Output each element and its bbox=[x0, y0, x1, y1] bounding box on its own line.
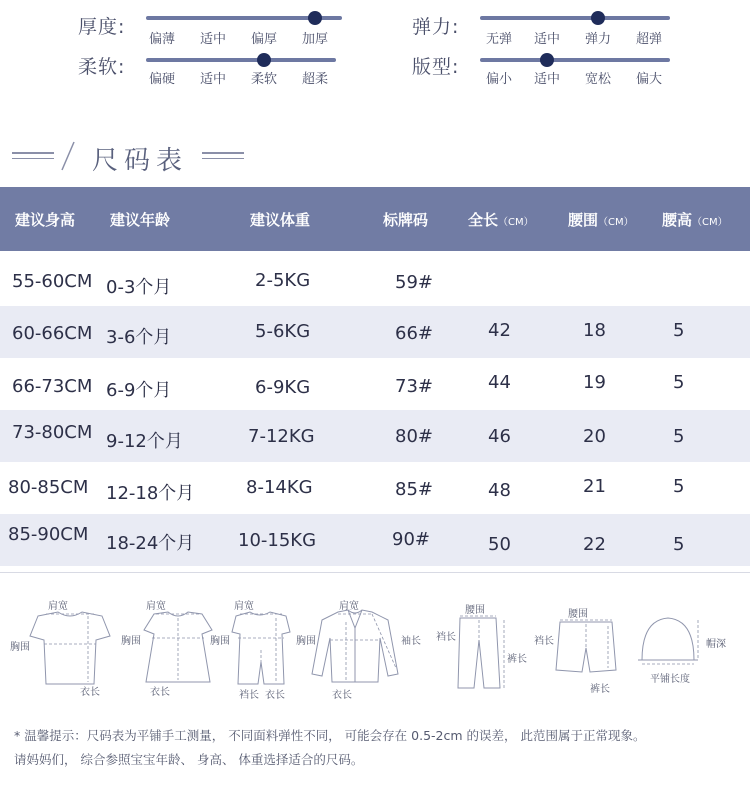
fit-option: 宽松 bbox=[584, 72, 611, 87]
softness-option: 柔软 bbox=[250, 72, 277, 87]
table-row bbox=[0, 410, 750, 462]
cell-waist: 21 bbox=[583, 476, 606, 497]
elasticity-option: 超弹 bbox=[635, 32, 662, 47]
title-rule-right bbox=[202, 158, 244, 159]
romper-chest-label: 胸围 bbox=[210, 636, 230, 647]
table-row bbox=[0, 306, 750, 358]
cell-age: 12-18个月 bbox=[106, 483, 195, 504]
softness-option: 偏硬 bbox=[148, 72, 175, 87]
dress-shoulder-label: 肩宽 bbox=[146, 601, 166, 612]
softness-option: 适中 bbox=[199, 72, 226, 87]
thickness-option: 偏薄 bbox=[148, 32, 175, 47]
thickness-track bbox=[146, 16, 342, 20]
cell-age: 3-6个月 bbox=[106, 327, 172, 348]
cell-weight: 2-5KG bbox=[255, 270, 311, 291]
jacket-length-label: 衣长 bbox=[332, 690, 352, 701]
cell-weight: 8-14KG bbox=[246, 477, 313, 498]
dress-length-label: 衣长 bbox=[150, 687, 170, 698]
thickness-option: 适中 bbox=[199, 32, 226, 47]
fit-track bbox=[480, 58, 670, 62]
elasticity-label: 弹力: bbox=[412, 16, 460, 38]
shorts-diagram bbox=[554, 618, 618, 678]
cell-waist-height: 5 bbox=[673, 534, 685, 555]
tshirt-chest-label: 胸围 bbox=[10, 642, 30, 653]
softness-option: 超柔 bbox=[301, 72, 328, 87]
dress-diagram bbox=[140, 610, 216, 686]
header-waist: 腰围（CM） bbox=[568, 211, 634, 229]
romper-diagram bbox=[228, 610, 294, 688]
cell-height: 55-60CM bbox=[12, 271, 93, 292]
cell-age: 6-9个月 bbox=[106, 380, 172, 401]
cell-tag-size: 73# bbox=[395, 376, 433, 397]
cell-tag-size: 90# bbox=[392, 529, 430, 550]
pants-crotch-label: 裆长 bbox=[436, 632, 456, 643]
jacket-diagram bbox=[310, 608, 400, 688]
cell-total-length: 46 bbox=[488, 426, 511, 447]
header-tag-size: 标牌码 bbox=[383, 211, 429, 229]
thickness-knob bbox=[308, 11, 322, 25]
header-weight: 建议体重 bbox=[250, 211, 311, 229]
title-rule-left bbox=[12, 158, 54, 159]
cell-total-length: 50 bbox=[488, 534, 511, 555]
cell-weight: 7-12KG bbox=[248, 426, 315, 447]
cell-tag-size: 85# bbox=[395, 479, 433, 500]
title-rule-left bbox=[12, 152, 54, 154]
cell-height: 85-90CM bbox=[8, 524, 89, 545]
elasticity-option: 适中 bbox=[533, 32, 560, 47]
cell-total-length: 42 bbox=[488, 320, 511, 341]
cell-age: 9-12个月 bbox=[106, 431, 183, 452]
cell-waist-height: 5 bbox=[673, 476, 685, 497]
cell-height: 66-73CM bbox=[12, 376, 93, 397]
softness-label: 柔软: bbox=[78, 56, 126, 78]
jacket-chest-label: 胸围 bbox=[296, 636, 316, 647]
shorts-waist-label: 腰围 bbox=[568, 609, 588, 620]
cell-weight: 5-6KG bbox=[255, 321, 311, 342]
table-row bbox=[0, 256, 750, 308]
cell-weight: 6-9KG bbox=[255, 377, 311, 398]
table-row bbox=[0, 462, 750, 514]
pants-length-label: 裤长 bbox=[507, 654, 527, 665]
hat-depth-label: 帽深 bbox=[706, 639, 726, 650]
cell-height: 73-80CM bbox=[12, 422, 93, 443]
selection-note: 请妈妈们， 综合参照宝宝年龄、 身高、 体重选择适合的尺码。 bbox=[14, 752, 364, 767]
fit-option: 适中 bbox=[533, 72, 560, 87]
cell-waist-height: 5 bbox=[673, 372, 685, 393]
title-slash bbox=[60, 140, 76, 172]
tshirt-length-label: 衣长 bbox=[80, 687, 100, 698]
cell-waist: 22 bbox=[583, 534, 606, 555]
fit-knob bbox=[540, 53, 554, 67]
fit-option: 偏大 bbox=[635, 72, 662, 87]
cell-tag-size: 80# bbox=[395, 426, 433, 447]
cell-total-length: 48 bbox=[488, 480, 511, 501]
fit-label: 版型: bbox=[412, 56, 460, 78]
fit-option: 偏小 bbox=[485, 72, 512, 87]
shorts-length-label: 裤长 bbox=[590, 684, 610, 695]
pants-diagram bbox=[452, 614, 508, 692]
thickness-option: 偏厚 bbox=[250, 32, 277, 47]
warm-tip-note: * 温馨提示：尺码表为平铺手工测量， 不同面料弹性不同， 可能会存在 0.5-2cm 的误差， 此范围属于正常现象。 bbox=[14, 728, 646, 743]
table-row bbox=[0, 358, 750, 410]
cell-waist: 20 bbox=[583, 426, 606, 447]
cell-total-length: 44 bbox=[488, 372, 511, 393]
title-rule-right bbox=[202, 152, 244, 154]
elasticity-knob bbox=[591, 11, 605, 25]
cell-waist-height: 5 bbox=[673, 320, 685, 341]
cell-age: 18-24个月 bbox=[106, 533, 195, 554]
header-height: 建议身高 bbox=[15, 211, 76, 229]
thickness-option: 加厚 bbox=[301, 32, 328, 47]
cell-tag-size: 59# bbox=[395, 272, 433, 293]
cell-height: 60-66CM bbox=[12, 323, 93, 344]
romper-crotch-label: 裆长 bbox=[239, 690, 259, 701]
cell-waist-height: 5 bbox=[673, 426, 685, 447]
shorts-crotch-label: 裆长 bbox=[534, 636, 554, 647]
jacket-shoulder-label: 肩宽 bbox=[339, 601, 359, 612]
softness-track bbox=[146, 58, 336, 62]
elasticity-option: 无弹 bbox=[485, 32, 512, 47]
tshirt-diagram bbox=[28, 610, 112, 690]
cell-waist: 18 bbox=[583, 320, 606, 341]
jacket-sleeve-label: 袖长 bbox=[401, 636, 421, 647]
softness-knob bbox=[257, 53, 271, 67]
table-header bbox=[0, 187, 750, 251]
section-title: 尺码表 bbox=[92, 146, 189, 176]
hat-flat-length-label: 平铺长度 bbox=[650, 674, 690, 685]
cell-weight: 10-15KG bbox=[238, 530, 317, 551]
thickness-label: 厚度: bbox=[78, 16, 126, 38]
elasticity-track bbox=[480, 16, 670, 20]
hat-diagram bbox=[636, 614, 700, 668]
header-total-length: 全长（CM） bbox=[468, 211, 534, 229]
elasticity-option: 弹力 bbox=[584, 32, 611, 47]
romper-shoulder-label: 肩宽 bbox=[234, 601, 254, 612]
tshirt-shoulder-label: 肩宽 bbox=[48, 601, 68, 612]
cell-tag-size: 66# bbox=[395, 323, 433, 344]
romper-length-label: 衣长 bbox=[265, 690, 285, 701]
cell-age: 0-3个月 bbox=[106, 277, 172, 298]
table-row bbox=[0, 514, 750, 566]
cell-height: 80-85CM bbox=[8, 477, 89, 498]
cell-waist: 19 bbox=[583, 372, 606, 393]
header-age: 建议年龄 bbox=[110, 211, 171, 229]
pants-waist-label: 腰围 bbox=[465, 605, 485, 616]
divider bbox=[0, 572, 750, 573]
header-waist-height: 腰高（CM） bbox=[662, 211, 728, 229]
dress-chest-label: 胸围 bbox=[121, 636, 141, 647]
